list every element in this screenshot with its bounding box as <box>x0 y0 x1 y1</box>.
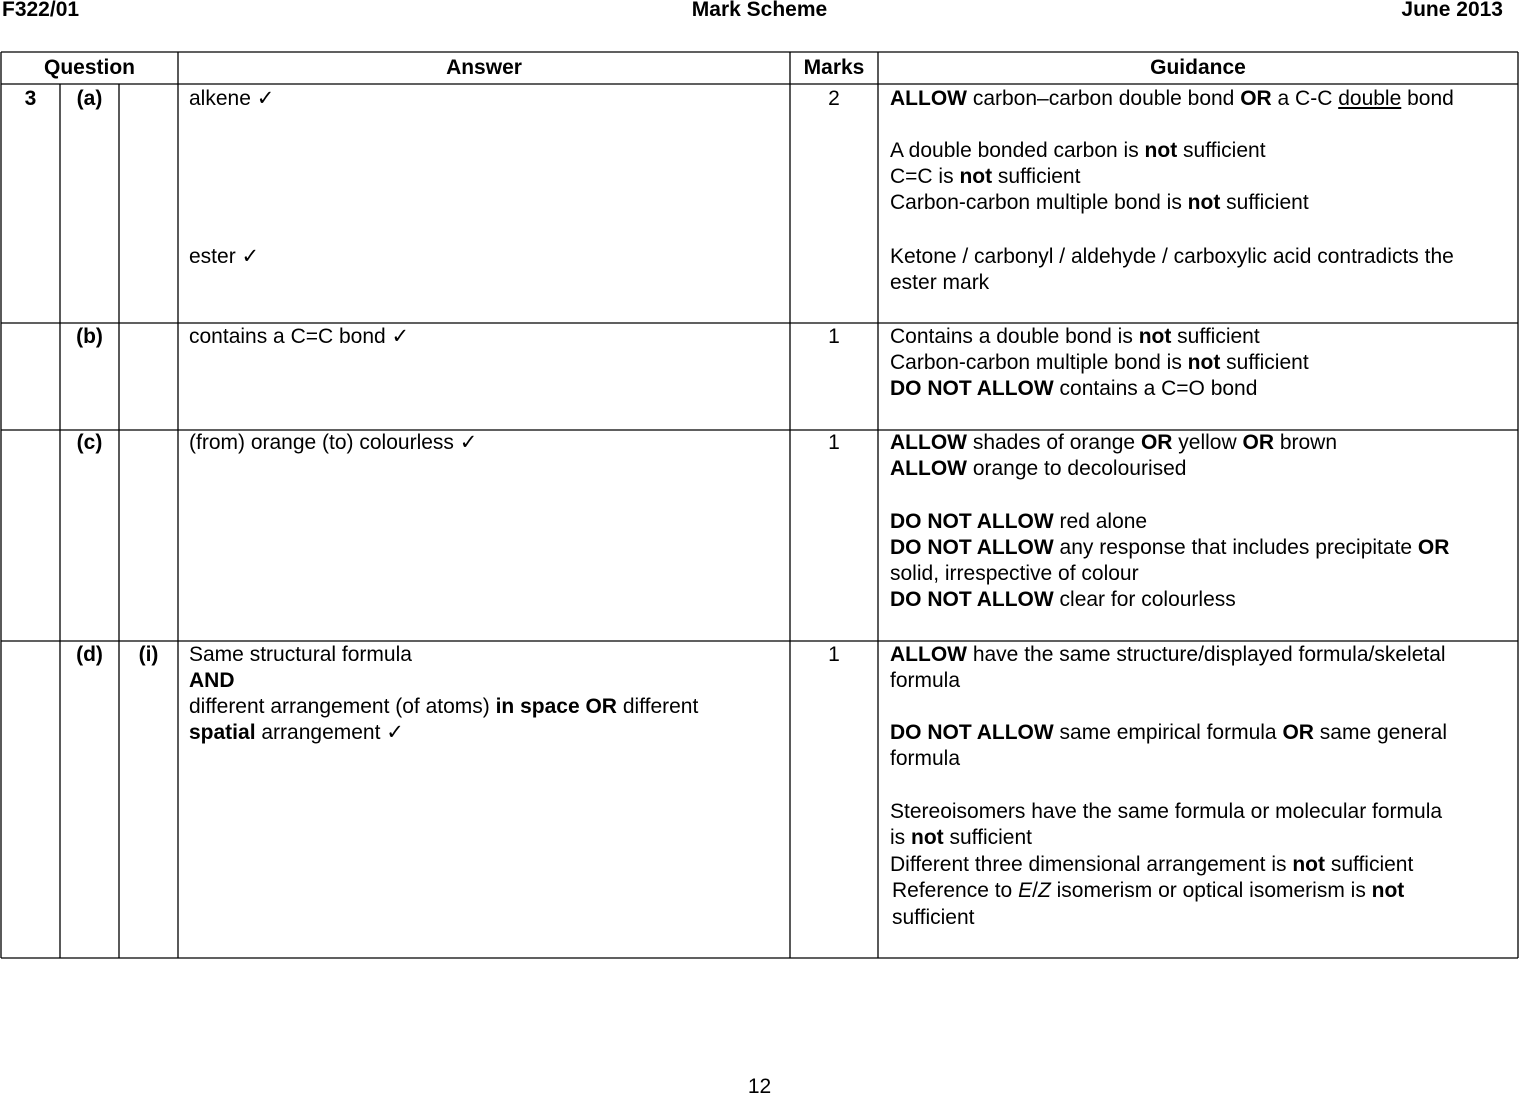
guidance-line: Carbon-carbon multiple bond is not sufficient <box>890 191 1309 214</box>
question-part: (c) <box>76 431 103 454</box>
guidance-line: Carbon-carbon multiple bond is not sufficient <box>890 351 1309 374</box>
guidance-line: DO NOT ALLOW contains a C=O bond <box>890 377 1258 400</box>
page-number: 12 <box>747 1075 772 1098</box>
question-number: 3 <box>24 87 37 110</box>
guidance-line: Contains a double bond is not sufficient <box>890 325 1260 348</box>
answer-line: (from) orange (to) colourless ✓ <box>189 430 477 456</box>
column-header-guidance: Guidance <box>1150 56 1246 79</box>
document-title: Mark Scheme <box>691 0 828 21</box>
marks-value: 1 <box>828 431 840 454</box>
guidance-line: ALLOW carbon–carbon double bond OR a C-C double bond <box>890 87 1454 110</box>
marks-value: 1 <box>828 325 840 348</box>
guidance-line: DO NOT ALLOW red alone <box>890 510 1148 533</box>
answer-line: Same structural formula <box>189 643 412 666</box>
guidance-line: Reference to E/Z isomerism or optical isomerism is not <box>892 879 1405 902</box>
guidance-line: DO NOT ALLOW any response that includes precipitate OR <box>890 536 1450 559</box>
answer-line: contains a C=C bond ✓ <box>189 324 409 350</box>
answer-line: different arrangement (of atoms) in space OR different <box>189 695 699 718</box>
column-header-marks: Marks <box>803 56 865 79</box>
guidance-line: ALLOW orange to decolourised <box>890 457 1187 480</box>
question-part: (b) <box>76 325 103 348</box>
guidance-line: sufficient <box>892 906 975 929</box>
guidance-line: Ketone / carbonyl / aldehyde / carboxylic acid contradicts the <box>890 245 1454 268</box>
marks-value: 1 <box>828 643 840 666</box>
question-subpart: (i) <box>138 643 159 666</box>
guidance-line: ALLOW shades of orange OR yellow OR brown <box>890 431 1338 454</box>
question-part: (a) <box>76 87 103 110</box>
guidance-line: DO NOT ALLOW same empirical formula OR same general <box>890 721 1448 744</box>
guidance-line: is not sufficient <box>890 826 1032 849</box>
answer-line: alkene ✓ <box>189 86 274 112</box>
column-header-question: Question <box>43 56 135 79</box>
answer-line: ester ✓ <box>189 244 259 270</box>
guidance-line: solid, irrespective of colour <box>890 562 1139 585</box>
document-code: F322/01 <box>2 0 80 21</box>
document-date: June 2013 <box>1401 0 1503 21</box>
guidance-line: DO NOT ALLOW clear for colourless <box>890 588 1236 611</box>
marks-value: 2 <box>828 87 840 110</box>
column-header-answer: Answer <box>446 56 522 79</box>
guidance-line: Stereoisomers have the same formula or molecular formula <box>890 800 1443 823</box>
guidance-line: formula <box>890 747 961 770</box>
guidance-line: formula <box>890 669 961 692</box>
answer-line: AND <box>189 669 235 692</box>
guidance-line: A double bonded carbon is not sufficient <box>890 139 1266 162</box>
guidance-line: Different three dimensional arrangement is not sufficient <box>890 853 1414 876</box>
guidance-line: C=C is not sufficient <box>890 165 1081 188</box>
question-part: (d) <box>76 643 103 666</box>
guidance-line: ester mark <box>890 271 990 294</box>
answer-line: spatial arrangement ✓ <box>189 721 404 744</box>
guidance-line: ALLOW have the same structure/displayed formula/skeletal <box>890 643 1446 666</box>
